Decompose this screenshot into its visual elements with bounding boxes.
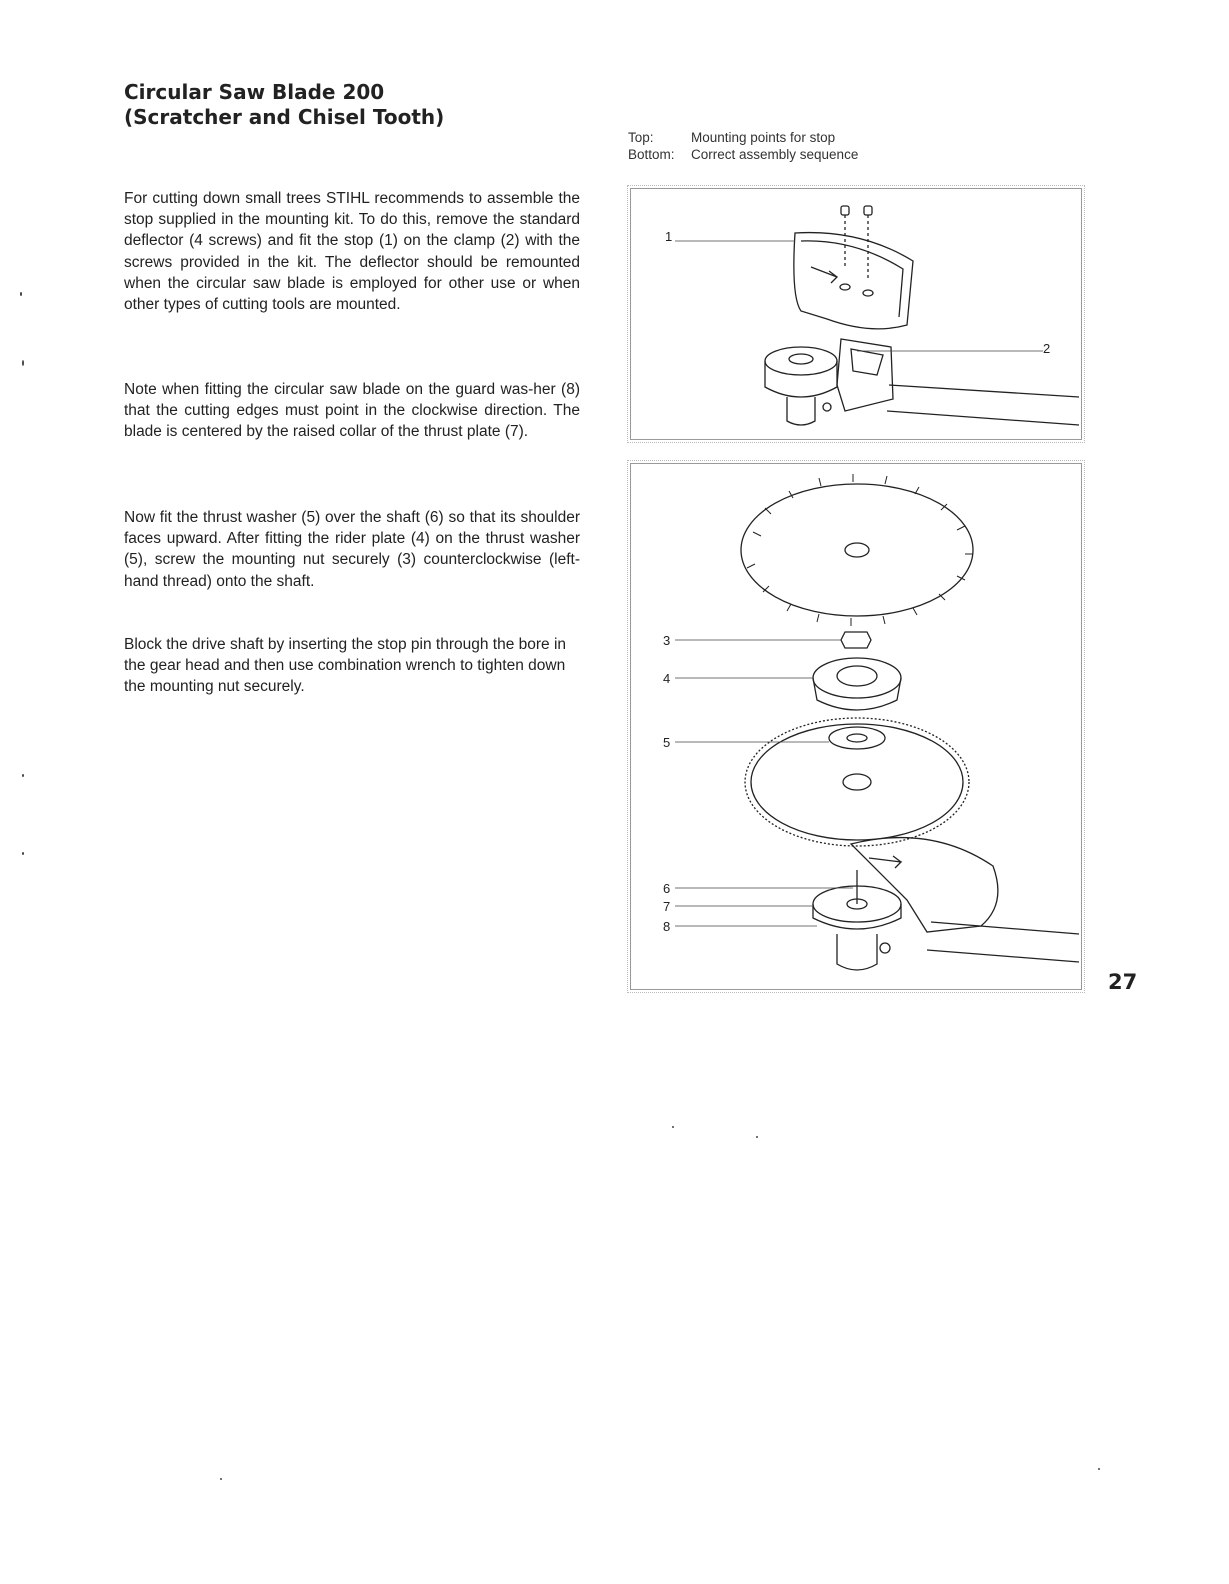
figure-caption xyxy=(628,129,858,163)
page-title xyxy=(124,80,604,130)
paragraph-blade-fitting: Note when fitting the circular saw blade on the guard was-her (8) that the cutting edges must point in the clockwise direction. The blade is centered by the raised collar of the thrust plate (7). xyxy=(124,381,580,441)
callout-1: 1 xyxy=(665,229,673,244)
figure-mounting-points xyxy=(630,188,1082,440)
scan-speck xyxy=(22,774,24,777)
thrust-washer-icon xyxy=(829,727,885,749)
caption-bottom-text: Correct assembly sequence xyxy=(691,147,859,162)
mounting-nut-icon xyxy=(841,632,871,648)
scan-speck xyxy=(22,852,24,855)
caption-top-key: Top: xyxy=(628,130,654,145)
paragraph-block-shaft: Block the drive shaft by inserting the stop pin through the bore in the gear head and then use combination wrench to tighten down the mounting nut securely. xyxy=(124,636,567,696)
title-line-2: (Scratcher and Chisel Tooth) xyxy=(124,105,445,129)
callout-6: 6 xyxy=(663,881,671,896)
figure-assembly-sequence xyxy=(630,463,1082,990)
callout-7: 7 xyxy=(663,899,671,914)
callout-3: 3 xyxy=(663,633,671,648)
stop-mounting-illustration xyxy=(631,189,1081,439)
screw-icon xyxy=(841,206,872,279)
caption-top-text: Mounting points for stop xyxy=(691,130,836,145)
callout-8: 8 xyxy=(663,919,671,934)
paragraph-thrust-washer: Now fit the thrust washer (5) over the shaft (6) so that its shoulder faces upward. After fitting the rider plate (4) on the thrust washer (5), screw the mounting nut securely (3) counterclockwise (left-hand thread) onto the shaft. xyxy=(124,509,580,590)
scan-speck xyxy=(22,360,24,366)
scan-speck xyxy=(756,1136,758,1138)
callout-4: 4 xyxy=(663,671,671,686)
callout-2: 2 xyxy=(1043,341,1051,356)
assembly-illustration xyxy=(631,464,1081,989)
scan-speck xyxy=(1098,1468,1100,1470)
clamp-shape xyxy=(837,339,893,411)
caption-bottom-key: Bottom: xyxy=(628,147,675,162)
title-line-1: Circular Saw Blade 200 xyxy=(124,80,385,104)
deflector-guard-shape xyxy=(851,838,998,932)
paragraph-stop-mounting: For cutting down small trees STIHL recommends to assemble the stop supplied in the mounting kit. To do this, remove the standard deflector (4 screws) and fit the stop (1) on the clamp (2) with the screws provided in the kit. The deflector should be remounted when the circular saw blade is employed for other use or when other types of cutting tools are mounted. xyxy=(124,190,580,314)
scan-speck xyxy=(672,1126,674,1128)
page-number: 27 xyxy=(1108,970,1138,994)
scan-speck xyxy=(220,1478,222,1480)
rider-plate-icon xyxy=(813,658,901,710)
saw-blade-icon xyxy=(745,718,969,846)
scan-speck xyxy=(20,292,22,296)
chisel-tooth-blade-icon xyxy=(741,474,973,626)
callout-5: 5 xyxy=(663,735,671,750)
